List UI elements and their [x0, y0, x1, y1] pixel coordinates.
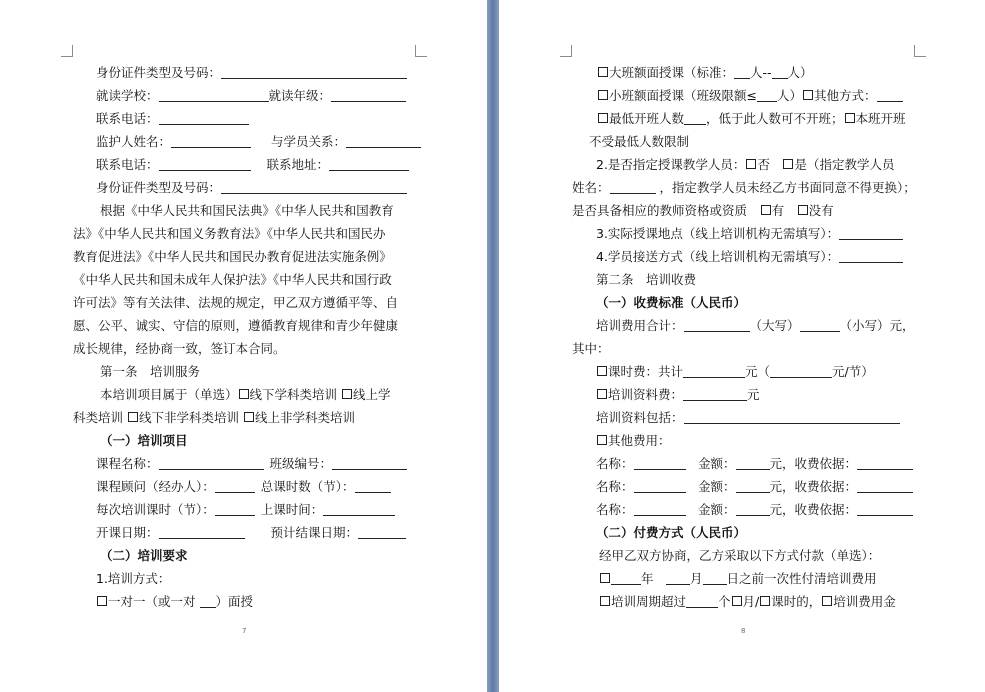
other-fees-line: 其他费用： — [596, 432, 671, 450]
one-on-n-field[interactable] — [200, 594, 216, 608]
checkbox-teacher-no[interactable] — [746, 159, 756, 169]
min-enrollment-line: 最低开班人数 ，低于此人数可不开班； 本班开班 — [597, 110, 906, 128]
preamble-line-1: 根据《中华人民共和国民法典》《中华人民共和国教育 — [100, 203, 394, 218]
fee-total-lower-field[interactable] — [800, 318, 840, 332]
materials-fee-line: 培训资料费： 元 — [596, 386, 760, 404]
other-fee-row: 名称： 金额： 元，收费依据： — [596, 478, 913, 496]
training-mode-label: 1.培训方式： — [96, 571, 171, 586]
class-number-field[interactable] — [332, 456, 407, 470]
installment-period-field[interactable] — [686, 594, 718, 608]
lump-sum-day-field[interactable] — [703, 571, 727, 585]
article-2-heading: 第二条 培训收费 — [596, 272, 697, 287]
project-type-line-2: 科类培训 线下非学科类培训 线上非学科类培训 — [73, 410, 356, 425]
dates-line: 开课日期： 预计结课日期： — [96, 524, 406, 542]
grade-field[interactable] — [331, 88, 406, 102]
guardian-id-field[interactable] — [221, 180, 407, 194]
other-fee-basis-field[interactable] — [857, 479, 913, 493]
other-fee-name-field[interactable] — [634, 502, 686, 516]
other-fee-row: 名称： 金额： 元，收费依据： — [596, 455, 913, 473]
page-number: 7 — [242, 627, 247, 635]
other-fee-name-field[interactable] — [634, 479, 686, 493]
fee-total-upper-field[interactable] — [684, 318, 750, 332]
checkbox-other-mode[interactable] — [803, 90, 813, 100]
fee-breakdown-label: 其中： — [572, 341, 610, 356]
guardian-address-field[interactable] — [329, 157, 409, 171]
school-field[interactable] — [159, 88, 269, 102]
pickup-line: 4.学员接送方式（线上培训机构无需填写）： — [596, 248, 903, 266]
relation-field[interactable] — [346, 134, 421, 148]
checkbox-online-academic[interactable] — [342, 389, 352, 399]
teaching-location-field[interactable] — [839, 226, 903, 240]
checkbox-no-min[interactable] — [845, 113, 855, 123]
section-fee-standard: （一）收费标准（人民币） — [596, 295, 747, 310]
materials-fee-field[interactable] — [683, 387, 747, 401]
small-class-limit-field[interactable] — [757, 88, 777, 102]
lump-sum-line: 年 月 日之前一次性付清培训费用 — [599, 570, 877, 588]
checkbox-online-nonacademic[interactable] — [244, 412, 254, 422]
total-hours-field[interactable] — [355, 479, 391, 493]
guardian-contact-line: 联系电话： 联系地址： — [96, 156, 409, 174]
other-mode-field[interactable] — [877, 88, 903, 102]
checkbox-offline-academic[interactable] — [239, 389, 249, 399]
checkbox-installment-fee[interactable] — [822, 596, 832, 606]
teacher-name-field[interactable] — [610, 180, 656, 194]
student-id-field[interactable] — [221, 65, 407, 79]
other-fee-row: 名称： 金额： 元，收费依据： — [596, 501, 913, 519]
checkbox-small-class[interactable] — [598, 90, 608, 100]
guardian-name-field[interactable] — [171, 134, 251, 148]
checkbox-one-on-one[interactable] — [97, 596, 107, 606]
tuition-fee-line: 课时费：共计 元（ 元/节） — [596, 363, 874, 381]
guardian-phone-field[interactable] — [159, 157, 251, 171]
designated-teacher-line: 2.是否指定授课教学人员： 否 是（指定教学人员 — [596, 157, 895, 172]
checkbox-teacher-yes[interactable] — [783, 159, 793, 169]
margin-mark-top-right — [914, 45, 926, 57]
preamble-line-4: 《中华人民共和国未成年人保护法》《中华人民共和国行政 — [73, 272, 392, 287]
checkbox-materials-fee[interactable] — [597, 389, 607, 399]
checkbox-qualified-no[interactable] — [798, 205, 808, 215]
large-class-max-field[interactable] — [772, 65, 788, 79]
other-fee-basis-field[interactable] — [857, 502, 913, 516]
preamble-line-7: 成长规律，经协商一致，签订本合同。 — [73, 341, 286, 356]
student-phone-line: 联系电话： — [96, 110, 249, 128]
preamble-line-2: 法》《中华人民共和国义务教育法》《中华人民共和国民办 — [73, 226, 386, 241]
article-1-heading: 第一条 培训服务 — [100, 364, 201, 379]
installment-line: 培训周期超过 个 月/ 课时的， 培训费用金 — [599, 593, 896, 611]
checkbox-large-class[interactable] — [598, 67, 608, 77]
preamble-line-6: 愿、公平、诚实、守信的原则，遵循教育规律和青少年健康 — [73, 318, 399, 333]
tuition-total-field[interactable] — [683, 364, 745, 378]
payment-intro: 经甲乙双方协商，乙方采取以下方式付款（单选）： — [599, 548, 881, 563]
teacher-qualification-line: 是否具备相应的教师资格或资质 有 没有 — [572, 203, 834, 218]
other-fee-basis-field[interactable] — [857, 456, 913, 470]
course-name-field[interactable] — [159, 456, 264, 470]
other-fee-amount-field[interactable] — [736, 456, 770, 470]
teaching-location-line: 3.实际授课地点（线上培训机构无需填写）： — [596, 225, 903, 243]
guardian-line: 监护人姓名： 与学员关系： — [96, 133, 421, 151]
materials-include-line: 培训资料包括： — [596, 409, 900, 427]
checkbox-installment[interactable] — [600, 596, 610, 606]
page-number: 8 — [741, 627, 746, 635]
checkbox-offline-nonacademic[interactable] — [128, 412, 138, 422]
checkbox-month-unit[interactable] — [732, 596, 742, 606]
lump-sum-year-field[interactable] — [611, 571, 641, 585]
advisor-line: 课程顾问（经办人）： 总课时数（节）： — [96, 478, 391, 496]
section-training-requirements: （二）培训要求 — [100, 548, 188, 563]
section-training-project: （一）培训项目 — [100, 433, 188, 448]
fee-total-line: 培训费用合计： （大写） （小写）元， — [596, 318, 915, 333]
document-page-left — [0, 0, 487, 692]
end-date-field[interactable] — [358, 525, 406, 539]
other-fee-amount-field[interactable] — [736, 479, 770, 493]
other-fee-name-field[interactable] — [634, 456, 686, 470]
pickup-method-field[interactable] — [839, 249, 903, 263]
small-class-line: 小班额面授课（班级限额≤ 人） 其他方式： — [597, 87, 903, 105]
preamble-line-3: 教育促进法》《中华人民共和国民办教育促进法实施条例》 — [73, 249, 392, 264]
preamble-line-5: 许可法》等有关法律、法规的规定，甲乙双方遵循平等、自 — [73, 295, 399, 310]
tuition-per-session-field[interactable] — [770, 364, 832, 378]
page-gutter — [487, 0, 499, 692]
checkbox-other-fees[interactable] — [597, 435, 607, 445]
margin-mark-top-right — [415, 45, 427, 57]
session-hours-field[interactable] — [215, 502, 255, 516]
document-page-right — [499, 0, 985, 692]
school-grade-line: 就读学校： 就读年级： — [96, 87, 406, 105]
session-hours-line: 每次培训课时（节）： 上课时间： — [96, 501, 395, 519]
min-enrollment-field[interactable] — [684, 111, 706, 125]
large-class-line: 大班额面授课（标准： 人-- 人） — [597, 64, 813, 82]
checkbox-min-enrollment[interactable] — [598, 113, 608, 123]
checkbox-tuition-fee[interactable] — [597, 366, 607, 376]
margin-mark-top-left — [61, 45, 73, 57]
section-payment-method: （二）付费方式（人民币） — [596, 525, 747, 540]
checkbox-qualified-yes[interactable] — [761, 205, 771, 215]
course-line: 课程名称： 班级编号： — [96, 455, 407, 473]
other-fee-amount-field[interactable] — [736, 502, 770, 516]
student-id-line: 身份证件类型及号码： — [96, 64, 407, 82]
teacher-name-line: 姓名： ，指定教学人员未经乙方书面同意不得更换）； — [572, 180, 916, 195]
materials-include-field[interactable] — [684, 410, 900, 424]
checkbox-session-unit[interactable] — [760, 596, 770, 606]
lump-sum-month-field[interactable] — [666, 571, 690, 585]
large-class-min-field[interactable] — [734, 65, 750, 79]
checkbox-lump-sum[interactable] — [600, 573, 610, 583]
one-on-one-line: 一对一（或一对 ）面授 — [96, 593, 253, 611]
start-date-field[interactable] — [159, 525, 245, 539]
advisor-field[interactable] — [215, 479, 255, 493]
project-type-line: 本培训项目属于（单选） 线下学科类培训 线上学 — [100, 387, 391, 402]
no-min-line-2: 不受最低人数限制 — [589, 134, 690, 149]
guardian-id-line: 身份证件类型及号码： — [96, 179, 407, 197]
student-phone-field[interactable] — [159, 111, 249, 125]
margin-mark-top-left — [560, 45, 572, 57]
class-time-field[interactable] — [323, 502, 395, 516]
